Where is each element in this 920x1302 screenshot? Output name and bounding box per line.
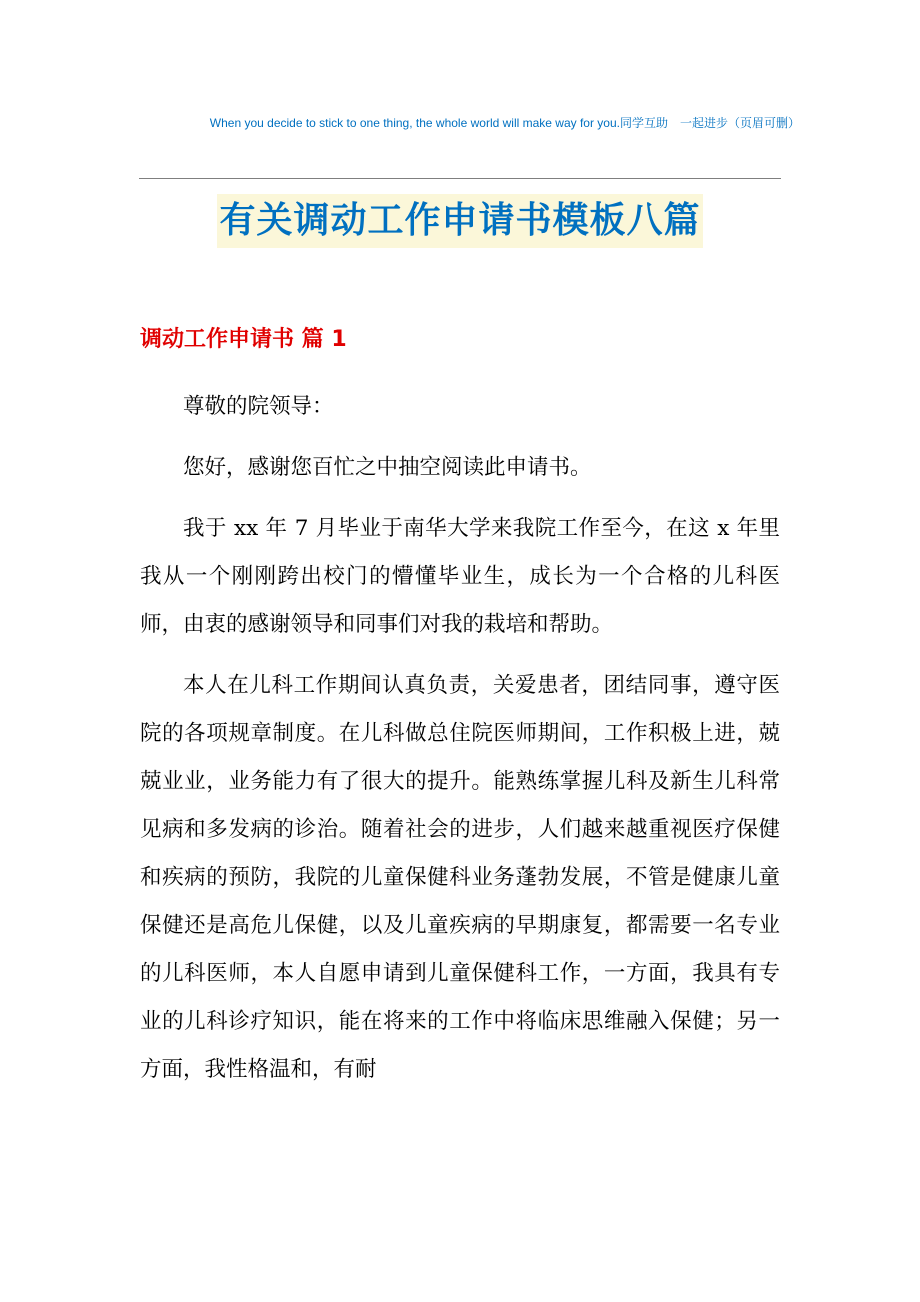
body-paragraph: 我于 xx 年 7 月毕业于南华大学来我院工作至今，在这 x 年里我从一个刚刚跨出校门的懵懂毕业生，成长为一个合格的儿科医师，由衷的感谢领导和同事们对我的栽培和帮助。 <box>140 516 780 637</box>
section-heading: 调动工作申请书 篇 1 <box>140 327 347 352</box>
header-slogan: 同学互助 一起进步（页眉可删） <box>619 116 800 130</box>
document-body <box>140 383 780 1107</box>
document-title: 有关调动工作申请书模板八篇 <box>217 194 702 248</box>
header-quote: When you decide to stick to one thing, the whole world will make way for you. <box>209 116 620 130</box>
header-divider <box>139 178 781 179</box>
salutation: 尊敬的院领导： <box>183 394 334 419</box>
title-block <box>0 194 920 248</box>
body-paragraph: 本人在儿科工作期间认真负责，关爱患者，团结同事，遵守医院的各项规章制度。在儿科做总住院医师期间，工作积极上进，兢兢业业，业务能力有了很大的提升。能熟练掌握儿科及新生儿科常见病和多发病的诊治。随着社会的进步，人们越来越重视医疗保健和疾病的预防，我院的儿童保健科业务蓬勃发展，不管是健康儿童保健还是高危儿保健，以及儿童疾病的早期康复，都需要一名专业的儿科医师，本人自愿申请到儿童保健科工作，一方面，我具有专业的儿科诊疗知识，能在将来的工作中将临床思维融入保健；另一方面，我性格温和，有耐 <box>140 673 780 1082</box>
page-header <box>140 112 800 134</box>
greeting-paragraph: 您好，感谢您百忙之中抽空阅读此申请书。 <box>183 455 592 480</box>
